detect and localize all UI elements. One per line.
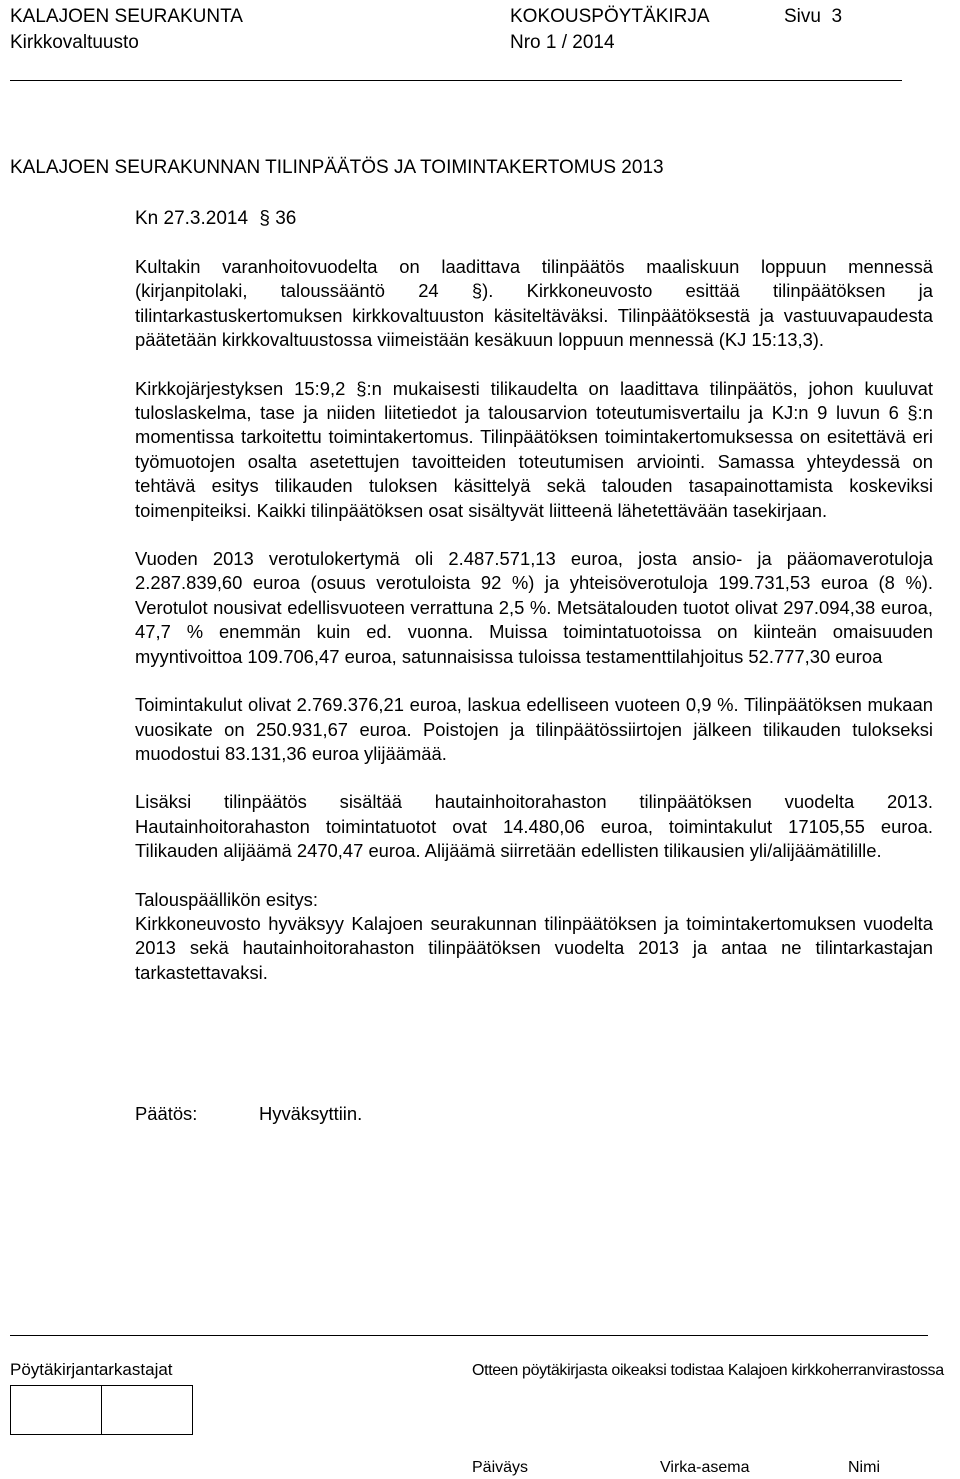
organization-name: KALAJOEN SEURAKUNTA — [10, 6, 243, 27]
item-body — [135, 255, 933, 985]
paragraph-cemetery-fund: Lisäksi tilinpäätös sisältää hautainhoitorahaston tilinpäätöksen vuodelta 2013. Hautainhoitorahaston toimintatuotot ovat 14.480,06 euroa, toimintakulut 17105,55 euroa. Tilikauden alijäämä 2470,47 euroa. Alijäämä siirretään edellisten tilikausien yli/alijäämätilille. — [135, 791, 933, 862]
reviewer-signature-box-2 — [101, 1385, 193, 1435]
meeting-body: Kirkkovaltuusto — [10, 32, 139, 53]
agenda-item-title: KALAJOEN SEURAKUNNAN TILINPÄÄTÖS JA TOIMINTAKERTOMUS 2013 — [10, 157, 664, 178]
footer-divider — [10, 1335, 928, 1336]
paragraph-proposal: Talouspäällikön esitys: Kirkkoneuvosto hyväksyy Kalajoen seurakunnan tilinpäätöksen ja toimintakertomuksen vuodelta 2013 sekä hautainhoitorahaston tilinpäätöksen vuodelta 2013 ja antaa ne tilintarkastajan tarkastettavaksi. — [135, 888, 933, 983]
footer-date-label: Päiväys — [472, 1459, 529, 1476]
footer-certification-text: Otteen pöytäkirjasta oikeaksi todistaa Kalajoen kirkkoherranvirastossa — [472, 1362, 944, 1379]
decision-text: Hyväksyttiin. — [259, 1103, 363, 1124]
section-sign: § — [259, 208, 270, 229]
footer-name-label: Nimi — [848, 1459, 880, 1476]
header-divider — [10, 80, 902, 81]
paragraph-revenue: Vuoden 2013 verotulokertymä oli 2.487.571,13 euroa, josta ansio- ja pääomaverotuloja 2.287.839,60 euroa (osuus verotuloista 92 %) ja yhteisöverotuloja 199.731,53 euroa (8 %). Verotulot nousivat edellisvuoteen verrattuna 2,5 %. Metsätalouden tuotot olivat 297.094,38 euroa, 47,7 % enemmän kuin ed. vuonna. Muissa toimintatuotoissa on kiinteän omaisuuden myyntivoittoa 109.706,47 euroa, satunnaisissa tuloissa testamenttilahjoitus 52.777,30 euroa — [135, 548, 933, 667]
page-number: Sivu 3 — [784, 6, 843, 27]
footer-reviewers-label: Pöytäkirjantarkastajat — [10, 1360, 173, 1379]
decision — [135, 1102, 362, 1126]
paragraph-expenses: Toimintakulut olivat 2.769.376,21 euroa, laskua edelliseen vuoteen 0,9 %. Tilinpäätöksen mukaan vuosikate on 250.931,67 euroa. Poistojen ja tilinpäätössiirtojen jälkeen tilikauden tulokseksi muodostui 83.131,36 euroa ylijäämää. — [135, 694, 933, 764]
footer-position-label: Virka-asema — [660, 1459, 750, 1476]
agenda-item-reference — [135, 208, 296, 230]
reference-date: Kn 27.3.2014 — [135, 208, 249, 229]
meeting-number: Nro 1 / 2014 — [510, 32, 615, 53]
reviewer-signature-box-1 — [10, 1385, 102, 1435]
decision-label: Päätös: — [135, 1103, 198, 1124]
paragraph-intro: Kultakin varanhoitovuodelta on laadittava tilinpäätös maaliskuun loppuun mennessä (kirjanpitolaki, taloussääntö 24 §). Kirkkoneuvosto esittää tilinpäätöksen ja tilintarkastuskertomuksen kirkkovaltuuston käsiteltäväksi. Tilinpäätöksestä ja vastuuvapaudesta päätetään kirkkovaltuustossa viimeistään kesäkuun loppuun mennessä (KJ 15:13,3). — [135, 256, 933, 351]
section-number: 36 — [275, 208, 297, 229]
paragraph-regulation: Kirkkojärjestyksen 15:9,2 §:n mukaisesti tilikaudelta on laadittava tilinpäätös, johon kuuluvat tuloslaskelma, tase ja niiden liitetiedot ja talousarvion toteutumisvertailu ja KJ:n 9 luvun 6 §:n momentissa tarkoitettu toimintakertomus. Tilinpäätöksen toimintakertomuksessa on esitettävä eri työmuotojen osalta asetettujen tavoitteiden toteutumisen arviointi. Samassa yhteydessä on tehtävä esitys tilikauden tuloksen käsittelyä sekä talouden tasapainottamista koskeviksi toimenpiteiksi. Kaikki tilinpäätöksen osat sisältyvät liitteenä lähetettävään tasekirjaan. — [135, 377, 933, 521]
document-type: KOKOUSPÖYTÄKIRJA — [510, 6, 710, 27]
